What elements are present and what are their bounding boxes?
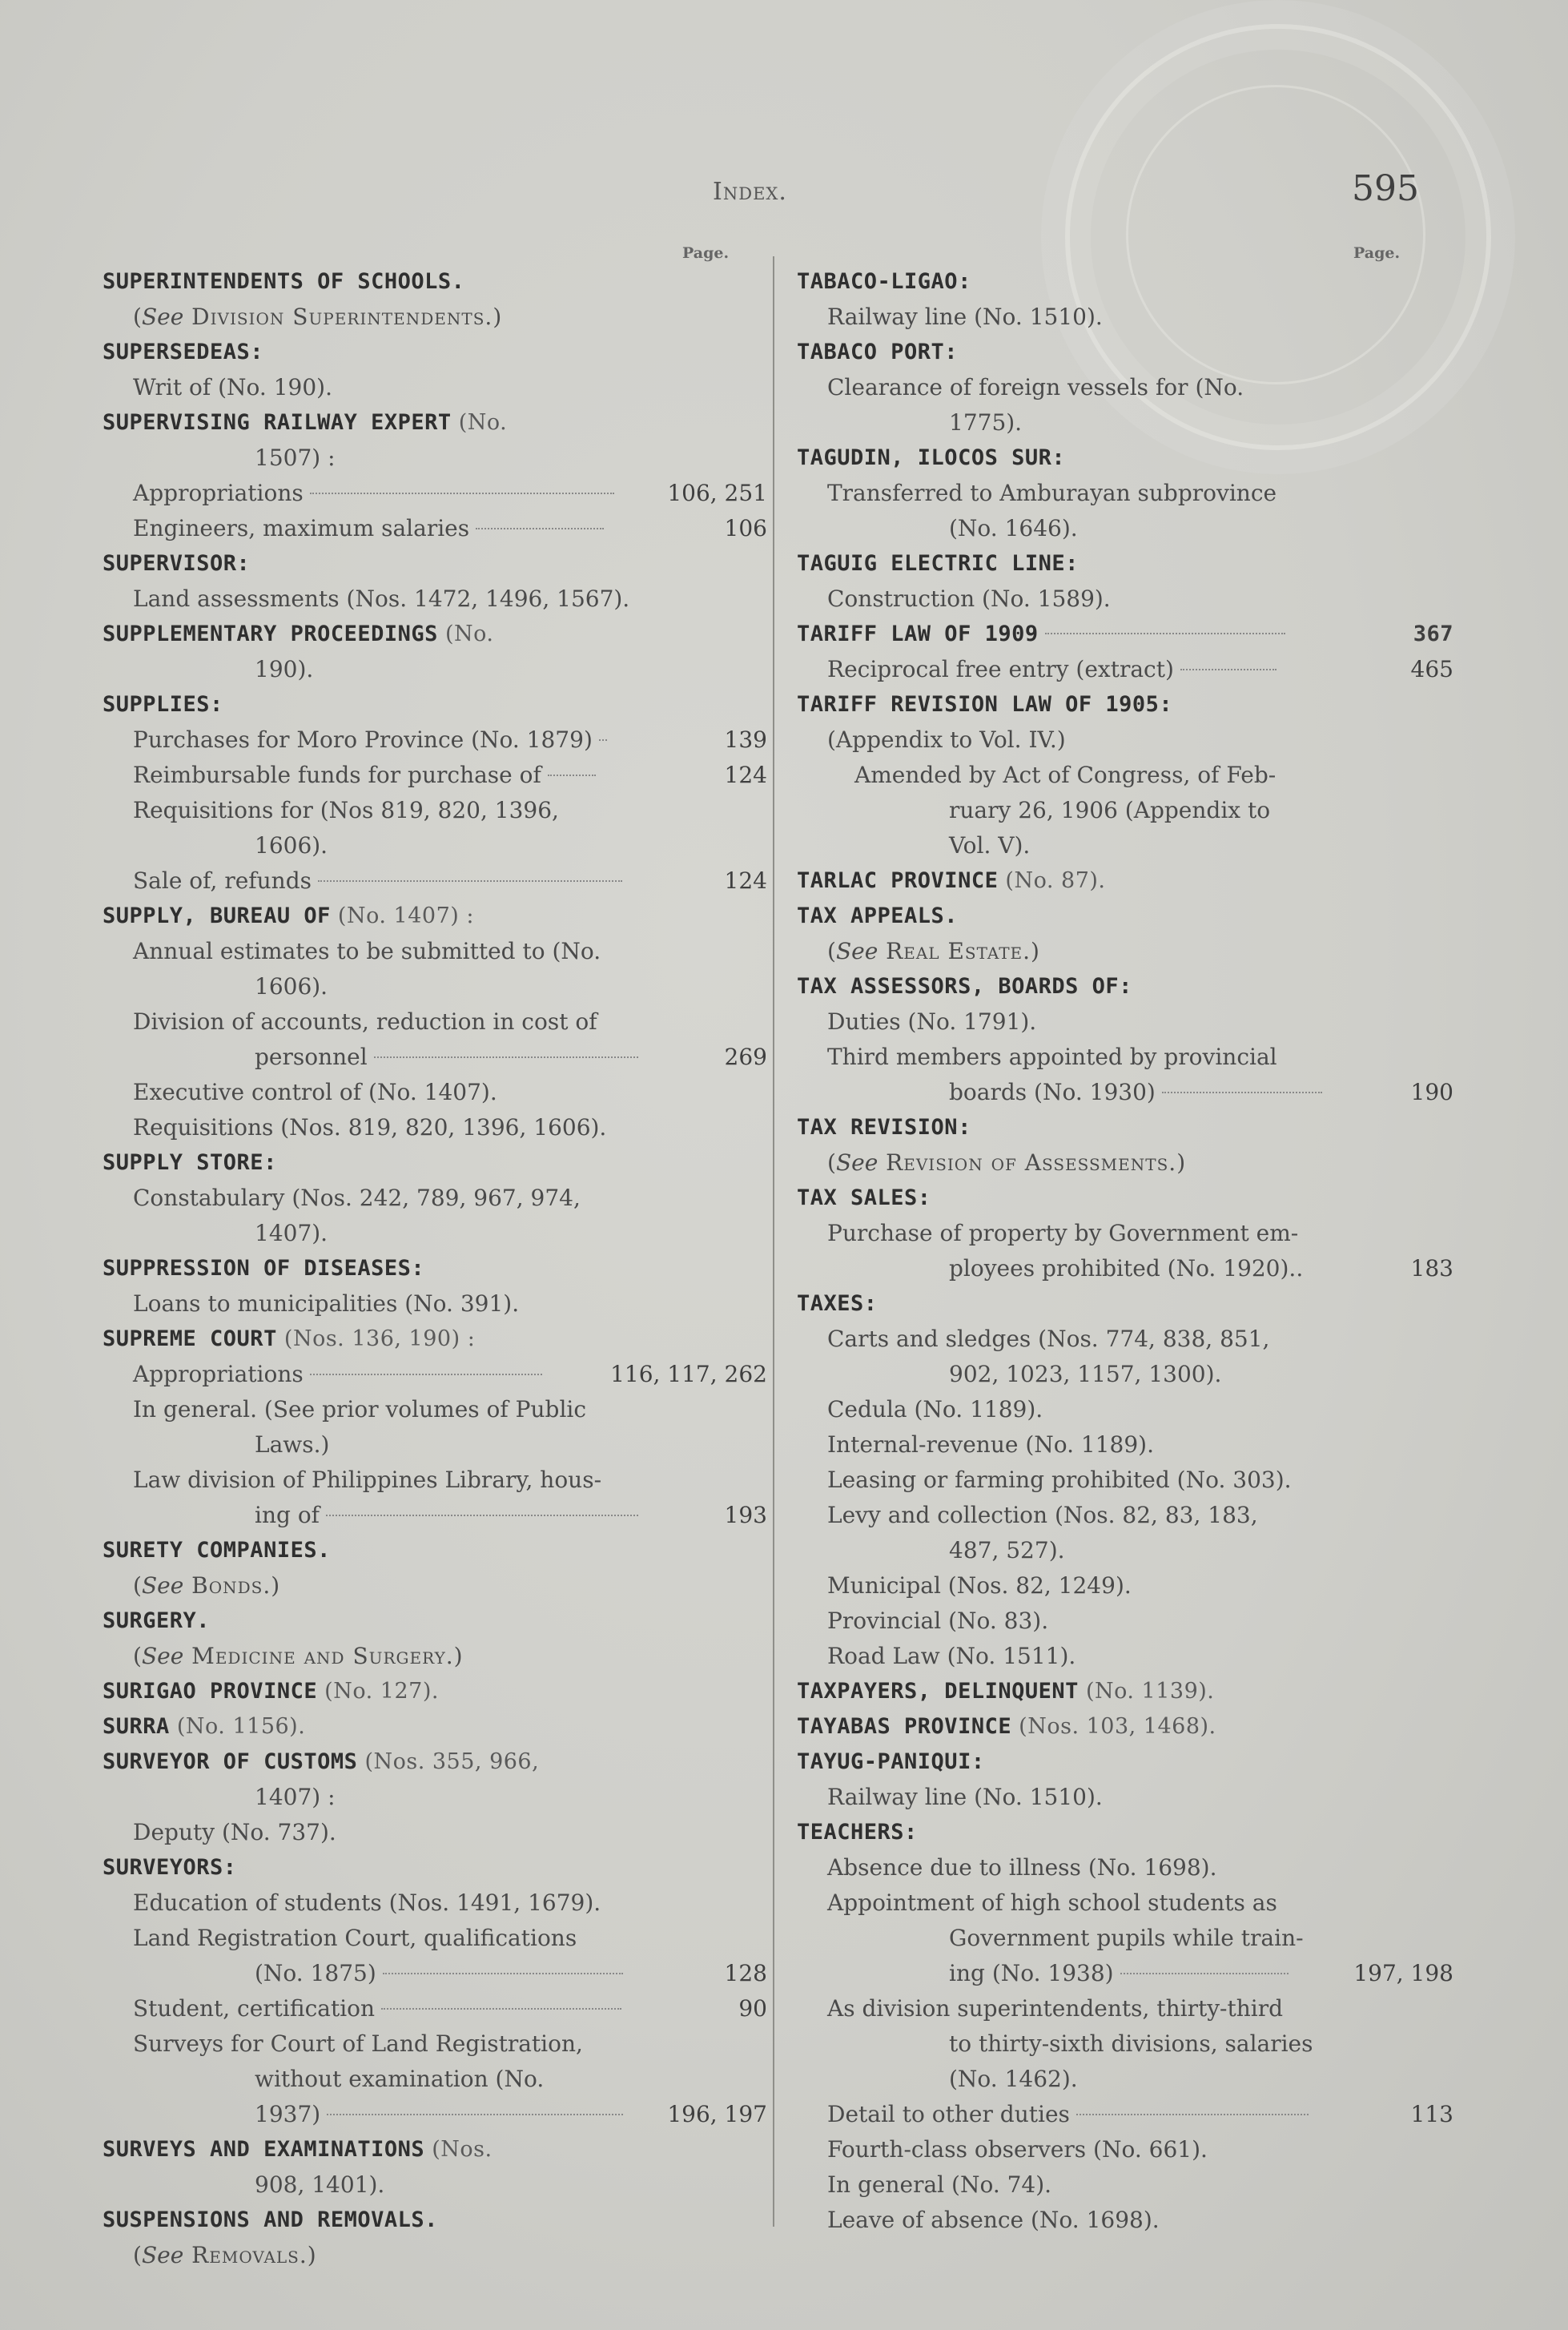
entry-heading: TARLAC PROVINCE xyxy=(797,868,999,893)
entry-text: In general (No. 74). xyxy=(827,2171,1052,2198)
entry-text: Surveys for Court of Land Registration, xyxy=(133,2030,583,2057)
entry-text: (Appendix to Vol. IV.) xyxy=(827,726,1066,753)
entry-text: Railway line (No. 1510). xyxy=(827,1784,1103,1810)
see-label: See xyxy=(835,1149,878,1176)
index-entry xyxy=(103,546,767,581)
page-reference: 196, 197 xyxy=(667,2101,767,2127)
see-target: Real Estate.) xyxy=(878,938,1040,964)
entry-text: Transferred to Amburayan subprovince xyxy=(827,480,1277,506)
entry-reference: (No. 1139). xyxy=(1078,1679,1215,1704)
entry-text: 190). xyxy=(255,656,314,682)
entry-heading: TAYUG-PANIQUI: xyxy=(797,1749,985,1774)
column-rule-center xyxy=(773,256,774,2227)
page-reference: 124 xyxy=(724,762,767,788)
entry-heading: SURRA xyxy=(103,1714,170,1739)
entry-heading: SUPPLY, BUREAU OF xyxy=(103,903,331,928)
dot-leader xyxy=(327,2114,623,2115)
index-entry xyxy=(103,476,767,511)
page-reference: 106, 251 xyxy=(667,480,767,506)
page-reference: 269 xyxy=(724,1044,767,1070)
page-reference: 116, 117, 262 xyxy=(610,1361,767,1387)
entry-text: Constabulary (Nos. 242, 789, 967, 974, xyxy=(133,1185,581,1211)
entry-text: Sale of, refunds xyxy=(133,867,312,894)
entry-heading: TAX SALES: xyxy=(797,1185,931,1210)
index-entry xyxy=(103,1322,767,1357)
entry-text: Government pupils while train- xyxy=(949,1925,1304,1951)
page-reference: 128 xyxy=(724,1960,767,1986)
index-entry xyxy=(103,1145,767,1181)
index-entry xyxy=(797,511,1453,546)
entry-text: Absence due to illness (No. 1698). xyxy=(827,1854,1217,1881)
index-entry xyxy=(103,1780,767,1815)
entry-heading: SUSPENSIONS AND REMOVALS. xyxy=(103,2207,438,2232)
left-index-column xyxy=(103,264,767,2273)
index-entry xyxy=(797,863,1453,899)
page-number: 595 xyxy=(1352,168,1419,209)
dot-leader xyxy=(1120,1973,1289,1974)
entry-heading: SURGERY. xyxy=(103,1608,211,1633)
index-entry xyxy=(797,300,1453,335)
index-entry xyxy=(797,652,1453,687)
index-entry xyxy=(797,264,1453,300)
index-entry xyxy=(797,1604,1453,1639)
index-entry xyxy=(103,1885,767,1921)
see-target: Removals.) xyxy=(183,2242,317,2268)
entry-reference: (Nos. 355, 966, xyxy=(357,1749,540,1774)
entry-text: Laws.) xyxy=(255,1431,330,1458)
index-entry xyxy=(103,2132,767,2167)
entry-text: (No. 1462). xyxy=(949,2066,1078,2092)
index-entry xyxy=(797,1286,1453,1322)
index-entry xyxy=(797,2097,1453,2132)
entry-heading: SUPPRESSION OF DISEASES: xyxy=(103,1256,425,1281)
index-entry xyxy=(103,652,767,687)
entry-heading: SUPPLY STORE: xyxy=(103,1150,277,1175)
index-entry xyxy=(797,722,1453,758)
index-entry xyxy=(797,2203,1453,2238)
see-label: See xyxy=(141,1643,184,1669)
dot-leader xyxy=(1076,2114,1309,2115)
page-reference: 139 xyxy=(724,726,767,753)
index-entry xyxy=(103,1181,767,1216)
index-entry: (See Removals.) xyxy=(133,2242,317,2268)
entry-text: ing (No. 1938) xyxy=(949,1960,1114,1986)
index-entry xyxy=(797,1815,1453,1850)
index-entry xyxy=(797,335,1453,370)
dot-leader xyxy=(381,2008,621,2010)
entry-text: Land Registration Court, qualifications xyxy=(133,1925,577,1951)
index-entry xyxy=(103,1075,767,1110)
index-entry xyxy=(797,1216,1453,1251)
entry-heading: TEACHERS: xyxy=(797,1820,918,1845)
index-entry xyxy=(103,1392,767,1427)
entry-reference: (Nos. xyxy=(424,2137,493,2162)
index-entry xyxy=(103,2026,767,2062)
index-entry xyxy=(103,1956,767,1991)
entry-text: Loans to municipalities (No. 391). xyxy=(133,1290,520,1317)
entry-text: Detail to other duties xyxy=(827,2101,1070,2127)
index-entry xyxy=(797,2132,1453,2167)
index-entry xyxy=(103,405,767,441)
entry-heading: TAXPAYERS, DELINQUENT xyxy=(797,1679,1079,1704)
index-entry xyxy=(103,1463,767,1498)
index-entry xyxy=(103,1004,767,1040)
index-entry xyxy=(797,1885,1453,1921)
index-entry xyxy=(797,969,1453,1004)
entry-text: (No. 1875) xyxy=(255,1960,376,1986)
entry-text: 1407). xyxy=(255,1220,328,1246)
see-label: See xyxy=(141,1572,184,1599)
index-entry xyxy=(797,617,1453,652)
index-entry xyxy=(797,1040,1453,1075)
entry-text: Railway line (No. 1510). xyxy=(827,304,1103,330)
page-column-label-left: Page. xyxy=(682,244,730,262)
entry-text: (No. 1646). xyxy=(949,515,1078,541)
entry-heading: TABACO PORT: xyxy=(797,340,959,364)
entry-text: Requisitions for (Nos 819, 820, 1396, xyxy=(133,797,559,823)
index-entry xyxy=(797,1709,1453,1744)
dot-leader xyxy=(318,880,622,882)
entry-text: 1775). xyxy=(949,409,1023,436)
index-entry: (See Real Estate.) xyxy=(827,938,1040,964)
entry-text: Land assessments (Nos. 1472, 1496, 1567). xyxy=(133,586,630,612)
dot-leader xyxy=(383,1973,623,1974)
dot-leader xyxy=(548,775,596,776)
index-entry xyxy=(797,1357,1453,1392)
entry-text: Third members appointed by provincial xyxy=(827,1044,1277,1070)
see-label: See xyxy=(835,938,878,964)
index-entry xyxy=(103,511,767,546)
index-entry xyxy=(103,793,767,828)
index-entry xyxy=(103,617,767,652)
index-entry xyxy=(797,1392,1453,1427)
entry-text: Division of accounts, reduction in cost of xyxy=(133,1008,597,1035)
index-entry xyxy=(797,1674,1453,1709)
entry-text: Appropriations xyxy=(133,480,304,506)
entry-text: Road Law (No. 1511). xyxy=(827,1643,1076,1669)
entry-text: ruary 26, 1906 (Appendix to xyxy=(949,797,1271,823)
entry-text: Provincial (No. 83). xyxy=(827,1608,1049,1634)
entry-text: Vol. V). xyxy=(949,832,1031,859)
page-reference: 190 xyxy=(1410,1079,1453,1105)
dot-leader xyxy=(310,1374,542,1375)
index-entry xyxy=(103,1110,767,1145)
index-entry xyxy=(103,1251,767,1286)
index-entry xyxy=(103,2167,767,2203)
index-entry xyxy=(103,722,767,758)
index-entry xyxy=(797,1568,1453,1604)
entry-reference: (Nos. 103, 1468). xyxy=(1011,1714,1216,1739)
entry-text: to thirty-sixth divisions, salaries xyxy=(949,2030,1313,2057)
entry-text: Law division of Philippines Library, hous- xyxy=(133,1467,602,1493)
index-entry xyxy=(797,1498,1453,1533)
index-entry xyxy=(103,264,767,300)
entry-text: Municipal (Nos. 82, 1249). xyxy=(827,1572,1132,1599)
dot-leader xyxy=(476,528,604,529)
index-entry xyxy=(797,1004,1453,1040)
entry-text: As division superintendents, thirty-third xyxy=(827,1995,1284,2022)
dot-leader xyxy=(374,1056,638,1058)
entry-text: ployees prohibited (No. 1920).. xyxy=(949,1255,1304,1282)
entry-text: Requisitions (Nos. 819, 820, 1396, 1606). xyxy=(133,1114,607,1141)
entry-text: 902, 1023, 1157, 1300). xyxy=(949,1361,1222,1387)
index-entry xyxy=(797,1956,1453,1991)
see-target: Medicine and Surgery.) xyxy=(183,1643,464,1669)
index-entry xyxy=(797,546,1453,581)
index-entry xyxy=(103,828,767,863)
entry-text: Construction (No. 1589). xyxy=(827,586,1111,612)
index-entry xyxy=(797,1639,1453,1674)
see-target: Division Superintendents.) xyxy=(183,304,503,330)
index-entry xyxy=(103,1850,767,1885)
index-entry xyxy=(797,1991,1453,2026)
page-reference: 367 xyxy=(1413,622,1453,646)
entry-text: Duties (No. 1791). xyxy=(827,1008,1037,1035)
entry-heading: SUPERSEDEAS: xyxy=(103,340,264,364)
entry-heading: TAYABAS PROVINCE xyxy=(797,1714,1012,1739)
page-reference: 183 xyxy=(1410,1255,1453,1282)
entry-text: Leasing or farming prohibited (No. 303). xyxy=(827,1467,1292,1493)
entry-text: 487, 527). xyxy=(949,1537,1065,1563)
index-entry xyxy=(797,899,1453,934)
dot-leader xyxy=(326,1515,638,1516)
entry-text: Levy and collection (Nos. 82, 83, 183, xyxy=(827,1502,1258,1528)
index-entry xyxy=(103,1216,767,1251)
index-entry xyxy=(797,476,1453,511)
entry-heading: SURETY COMPANIES. xyxy=(103,1538,331,1563)
page-reference: 465 xyxy=(1410,656,1453,682)
index-entry xyxy=(103,899,767,934)
entry-text: Reimbursable funds for purchase of xyxy=(133,762,541,788)
index-entry xyxy=(103,1991,767,2026)
index-entry xyxy=(797,1427,1453,1463)
see-target: Revision of Assessments.) xyxy=(878,1149,1187,1176)
entry-text: Amended by Act of Congress, of Feb- xyxy=(854,762,1277,788)
index-entry xyxy=(103,2203,767,2238)
index-entry xyxy=(797,1780,1453,1815)
index-entry xyxy=(103,1286,767,1322)
see-label: See xyxy=(141,304,184,330)
entry-text: 1606). xyxy=(255,973,328,1000)
index-entry xyxy=(797,1322,1453,1357)
entry-heading: TAX ASSESSORS, BOARDS OF: xyxy=(797,974,1132,999)
index-entry xyxy=(797,2026,1453,2062)
index-entry: (See Medicine and Surgery.) xyxy=(133,1643,464,1669)
entry-heading: SURVEYS AND EXAMINATIONS xyxy=(103,2137,425,2162)
index-entry: (See Bonds.) xyxy=(133,1572,281,1599)
index-entry xyxy=(797,1075,1453,1110)
entry-text: Cedula (No. 1189). xyxy=(827,1396,1043,1423)
index-entry xyxy=(797,581,1453,617)
index-entry xyxy=(797,793,1453,828)
entry-heading: SUPERINTENDENTS OF SCHOOLS. xyxy=(103,269,465,294)
entry-heading: TAX APPEALS. xyxy=(797,903,959,928)
entry-text: Carts and sledges (Nos. 774, 838, 851, xyxy=(827,1326,1270,1352)
entry-heading: TARIFF REVISION LAW OF 1905: xyxy=(797,692,1173,717)
entry-heading: TAGUIG ELECTRIC LINE: xyxy=(797,551,1079,576)
entry-text: 908, 1401). xyxy=(255,2171,385,2198)
index-entry xyxy=(103,1744,767,1780)
entry-text: 1407) : xyxy=(255,1784,336,1810)
dot-leader xyxy=(1180,669,1277,670)
entry-text: Purchase of property by Government em- xyxy=(827,1220,1299,1246)
index-entry xyxy=(797,828,1453,863)
index-entry xyxy=(103,934,767,969)
entry-text: Annual estimates to be submitted to (No. xyxy=(133,938,601,964)
entry-text: Executive control of (No. 1407). xyxy=(133,1079,497,1105)
index-entry xyxy=(103,441,767,476)
entry-heading: SUPERVISOR: xyxy=(103,551,251,576)
index-entry xyxy=(103,1533,767,1568)
index-entry xyxy=(797,687,1453,722)
dot-leader xyxy=(310,493,614,494)
page-column-label-right: Page. xyxy=(1353,244,1401,262)
index-entry xyxy=(797,1744,1453,1780)
entry-heading: TABACO-LIGAO: xyxy=(797,269,971,294)
index-entry xyxy=(797,405,1453,441)
index-entry xyxy=(103,1040,767,1075)
entry-heading: TAX REVISION: xyxy=(797,1115,971,1140)
entry-text: Appointment of high school students as xyxy=(827,1889,1277,1916)
entry-heading: SURVEYORS: xyxy=(103,1855,237,1880)
entry-text: boards (No. 1930) xyxy=(949,1079,1156,1105)
index-entry xyxy=(103,335,767,370)
index-entry xyxy=(797,1181,1453,1216)
entry-text: Internal-revenue (No. 1189). xyxy=(827,1431,1154,1458)
index-entry xyxy=(103,1921,767,1956)
index-entry xyxy=(103,687,767,722)
index-entry xyxy=(797,2167,1453,2203)
index-entry xyxy=(797,441,1453,476)
index-entry xyxy=(797,370,1453,405)
entry-reference: (No. 1407) : xyxy=(330,903,474,928)
index-entry xyxy=(103,1357,767,1392)
entry-reference: (No. 127). xyxy=(317,1679,439,1704)
index-entry xyxy=(103,969,767,1004)
index-entry xyxy=(797,1110,1453,1145)
index-entry xyxy=(797,1463,1453,1498)
entry-text: Reciprocal free entry (extract) xyxy=(827,656,1174,682)
index-entry: (See Revision of Assessments.) xyxy=(827,1149,1187,1176)
entry-reference: (No. 1156). xyxy=(169,1714,306,1739)
index-entry xyxy=(103,370,767,405)
dot-leader xyxy=(1162,1092,1322,1093)
page-reference: 90 xyxy=(738,1995,767,2022)
entry-heading: TARIFF LAW OF 1909 xyxy=(797,622,1039,646)
entry-reference: (No. xyxy=(451,410,508,435)
see-target: Bonds.) xyxy=(183,1572,281,1599)
running-head: Index. xyxy=(713,178,787,206)
dot-leader xyxy=(1045,633,1285,634)
entry-text: 1937) xyxy=(255,2101,321,2127)
index-entry xyxy=(797,1533,1453,1568)
dot-leader xyxy=(599,739,607,741)
index-entry xyxy=(103,863,767,899)
index-entry xyxy=(103,581,767,617)
index-entry xyxy=(103,1709,767,1744)
entry-text: Education of students (Nos. 1491, 1679). xyxy=(133,1889,601,1916)
page-reference: 197, 198 xyxy=(1353,1960,1453,1986)
entry-text: ing of xyxy=(255,1502,320,1528)
entry-heading: SUPERVISING RAILWAY EXPERT xyxy=(103,410,452,435)
entry-text: Deputy (No. 737). xyxy=(133,1819,336,1845)
index-entry xyxy=(103,2097,767,2132)
entry-text: 1606). xyxy=(255,832,328,859)
entry-text: Writ of (No. 190). xyxy=(133,374,332,400)
index-entry xyxy=(797,758,1453,793)
entry-text: Fourth-class observers (No. 661). xyxy=(827,2136,1208,2163)
index-entry xyxy=(797,1850,1453,1885)
entry-text: In general. (See prior volumes of Public xyxy=(133,1396,587,1423)
entry-heading: TAGUDIN, ILOCOS SUR: xyxy=(797,445,1066,470)
entry-reference: (No. xyxy=(437,622,494,646)
index-entry xyxy=(103,758,767,793)
entry-heading: TAXES: xyxy=(797,1291,878,1316)
index-entry: (See Division Superintendents.) xyxy=(133,304,503,330)
entry-text: Engineers, maximum salaries xyxy=(133,515,470,541)
entry-text: Purchases for Moro Province (No. 1879) xyxy=(133,726,593,753)
index-entry xyxy=(103,2062,767,2097)
entry-reference: (Nos. 136, 190) : xyxy=(276,1326,476,1351)
index-entry xyxy=(797,2062,1453,2097)
entry-text: Appropriations xyxy=(133,1361,304,1387)
index-entry xyxy=(103,1604,767,1639)
entry-text: Student, certification xyxy=(133,1995,376,2022)
entry-text: 1507) : xyxy=(255,445,336,471)
index-entry xyxy=(103,1815,767,1850)
page-reference: 193 xyxy=(724,1502,767,1528)
index-entry xyxy=(103,1498,767,1533)
page-reference: 113 xyxy=(1410,2101,1453,2127)
entry-heading: SUPREME COURT xyxy=(103,1326,277,1351)
entry-text: Clearance of foreign vessels for (No. xyxy=(827,374,1244,400)
entry-text: personnel xyxy=(255,1044,368,1070)
entry-text: without examination (No. xyxy=(255,2066,545,2092)
entry-heading: SURVEYOR OF CUSTOMS xyxy=(103,1749,358,1774)
entry-text: Leave of absence (No. 1698). xyxy=(827,2207,1160,2233)
entry-heading: SUPPLIES: xyxy=(103,692,223,717)
index-entry xyxy=(103,1427,767,1463)
entry-heading: SURIGAO PROVINCE xyxy=(103,1679,318,1704)
right-index-column xyxy=(797,264,1453,2238)
index-entry xyxy=(797,1251,1453,1286)
page-reference: 124 xyxy=(724,867,767,894)
entry-reference: (No. 87). xyxy=(998,868,1106,893)
see-label: See xyxy=(141,2242,184,2268)
entry-heading: SUPPLEMENTARY PROCEEDINGS xyxy=(103,622,438,646)
index-entry xyxy=(797,1921,1453,1956)
index-entry xyxy=(103,1674,767,1709)
page-reference: 106 xyxy=(724,515,767,541)
